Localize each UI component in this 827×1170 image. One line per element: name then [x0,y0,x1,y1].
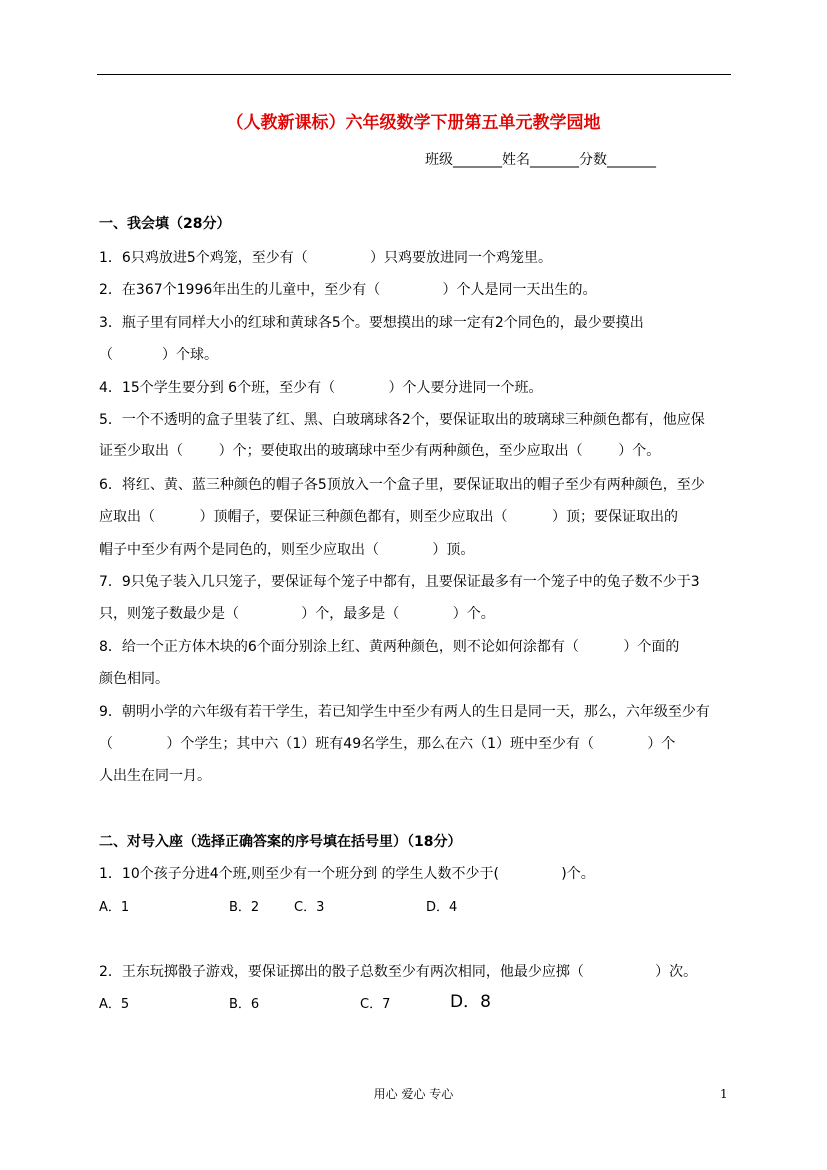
question-line: 只，则笼子数最少是（ ）个，最多是（ ）个。 [99,606,495,622]
question-line: 颜色相同。 [99,671,169,687]
question-line: （ ）个学生；其中六（1）班有49名学生，那么在六（1）班中至少有（ ）个 [99,736,676,752]
question-line: 证至少取出（ ）个；要使取出的玻璃球中至少有两种颜色，至少应取出（ ）个。 [99,443,661,459]
page-number: 1 [720,1087,728,1101]
section-2-heading: 二、对号入座（选择正确答案的序号填在括号里）（18分） [99,834,462,850]
question-line: 8．给一个正方体木块的6个面分别涂上红、黄两种颜色，则不论如何涂都有（ ）个面的 [99,639,680,655]
question-line: 人出生在同一月。 [99,768,211,784]
question-line: 7．9只兔子装入几只笼子，要保证每个笼子中都有，且要保证最多有一个笼子中的兔子数不少于3 [99,574,700,590]
option-b: B．6 [229,997,260,1012]
page-footer: 用心 爱心 专心 [373,1087,454,1101]
section-1-heading: 一、我会填（28分） [99,216,231,232]
question-line: 1．6只鸡放进5个鸡笼，至少有（ ）只鸡要放进同一个鸡笼里。 [99,250,553,266]
question-line: 应取出（ ）顶帽子，要保证三种颜色都有，则至少应取出（ ）顶；要保证取出的 [99,509,679,525]
option-c: C．7 [360,997,391,1012]
question-line: 2．王东玩掷骰子游戏，要保证掷出的骰子总数至少有两次相同，他最少应掷（ ）次。 [99,964,698,980]
question-line: 3．瓶子里有同样大小的红球和黄球各5个。要想摸出的球一定有2个同色的，最少要摸出 [99,315,644,331]
question-line: 1．10个孩子分进4个班,则至少有一个班分到 的学生人数不少于( )个。 [99,866,595,882]
document-title: （人教新课标）六年级数学下册第五单元教学园地 [226,113,601,133]
option-d: D．4 [426,900,458,915]
question-line: 帽子中至少有两个是同色的，则至少应取出（ ）顶。 [99,542,475,558]
option-b: B．2 [229,900,260,915]
question-line: 4．15个学生要分到 6个班，至少有（ ）个人要分进同一个班。 [99,380,543,396]
option-a: A．5 [99,997,130,1012]
question-line: （ ）个球。 [99,347,218,363]
question-line: 5．一个不透明的盒子里装了红、黑、白玻璃球各2个，要保证取出的玻璃球三种颜色都有，他应保 [99,412,705,428]
option-d: D．8 [450,992,491,1012]
option-a: A．1 [99,900,130,915]
question-line: 2．在367个1996年出生的儿童中，至少有（ ）个人是同一天出生的。 [99,282,597,298]
student-info-line: 班级_______姓名_______分数_______ [425,152,656,168]
question-line: 9．朝明小学的六年级有若干学生，若已知学生中至少有两人的生日是同一天，那么，六年级至少有 [99,704,710,720]
option-c: C．3 [294,900,325,915]
header-rule [97,74,731,75]
question-line: 6．将红、黄、蓝三种颜色的帽子各5顶放入一个盒子里，要保证取出的帽子至少有两种颜色，至少 [99,477,705,493]
